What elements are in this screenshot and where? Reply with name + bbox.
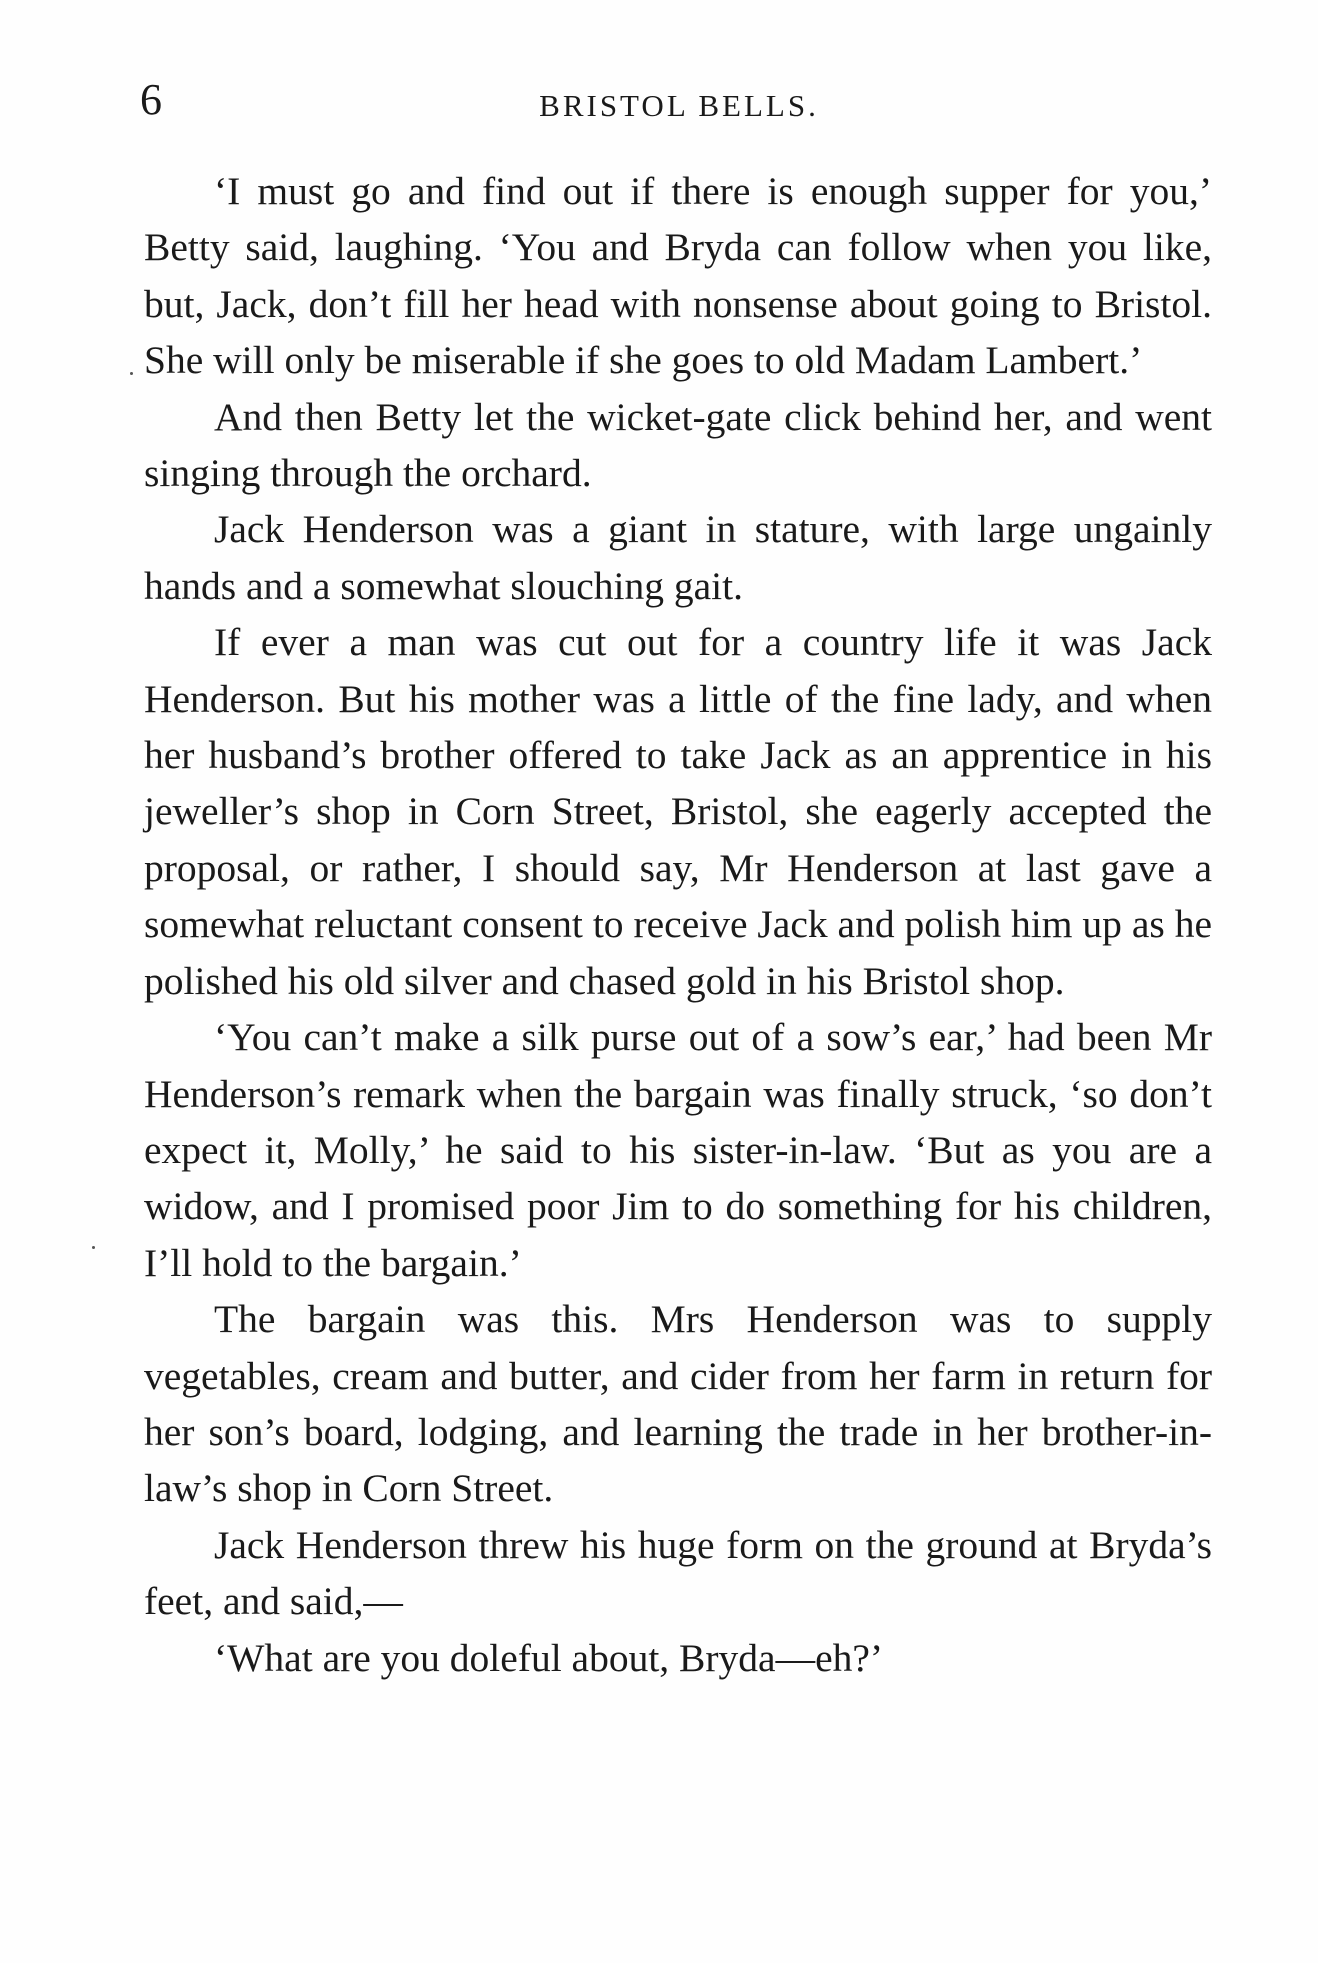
paragraph: ‘I must go and find out if there is enough supper for you,’ Betty said, laughing. ‘You and Bryda can follow when you like, but, Jack, don’t fill her head with nonsense about going to Bristol. She will only be miserable if she goes to old Madam Lambert.’ (144, 169, 1212, 383)
print-speck (130, 372, 133, 375)
body-text (144, 163, 1212, 1686)
paragraph: And then Betty let the wicket-gate click behind her, and went singing through the orchard. (144, 394, 1212, 496)
paragraph: Jack Henderson threw his huge form on the ground at Bryda’s feet, and said,— (144, 1522, 1212, 1624)
print-speck (92, 1246, 95, 1249)
running-head: BRISTOL BELLS. (539, 88, 819, 123)
paragraph: ‘What are you doleful about, Bryda—eh?’ (214, 1635, 884, 1680)
paragraph: The bargain was this. Mrs Henderson was to supply vegetables, cream and butter, and cider from her farm in return for her son’s board, lodging, and learning the trade in her brother-in-law’s shop in Corn Street. (144, 1297, 1212, 1511)
paragraph: If ever a man was cut out for a country life it was Jack Henderson. But his mother was a little of the fine lady, and when her husband’s brother offered to take Jack as an apprentice in his jeweller’s shop in Corn Street, Bristol, she eagerly accepted the proposal, or rather, I should say, Mr Henderson at last gave a somewhat reluctant consent to receive Jack and polish him up as he polished his old silver and chased gold in his Bristol shop. (144, 620, 1212, 1003)
page-number: 6 (140, 75, 162, 124)
paragraph: ‘You can’t make a silk purse out of a sow’s ear,’ had been Mr Henderson’s remark when the bargain was finally struck, ‘so don’t expect it, Molly,’ he said to his sister-in-law. ‘But as you are a widow, and I promised poor Jim to do something for his children, I’ll hold to the bargain.’ (144, 1015, 1212, 1285)
paragraph: Jack Henderson was a giant in stature, with large ungainly hands and a somewhat slouching gait. (144, 507, 1212, 608)
